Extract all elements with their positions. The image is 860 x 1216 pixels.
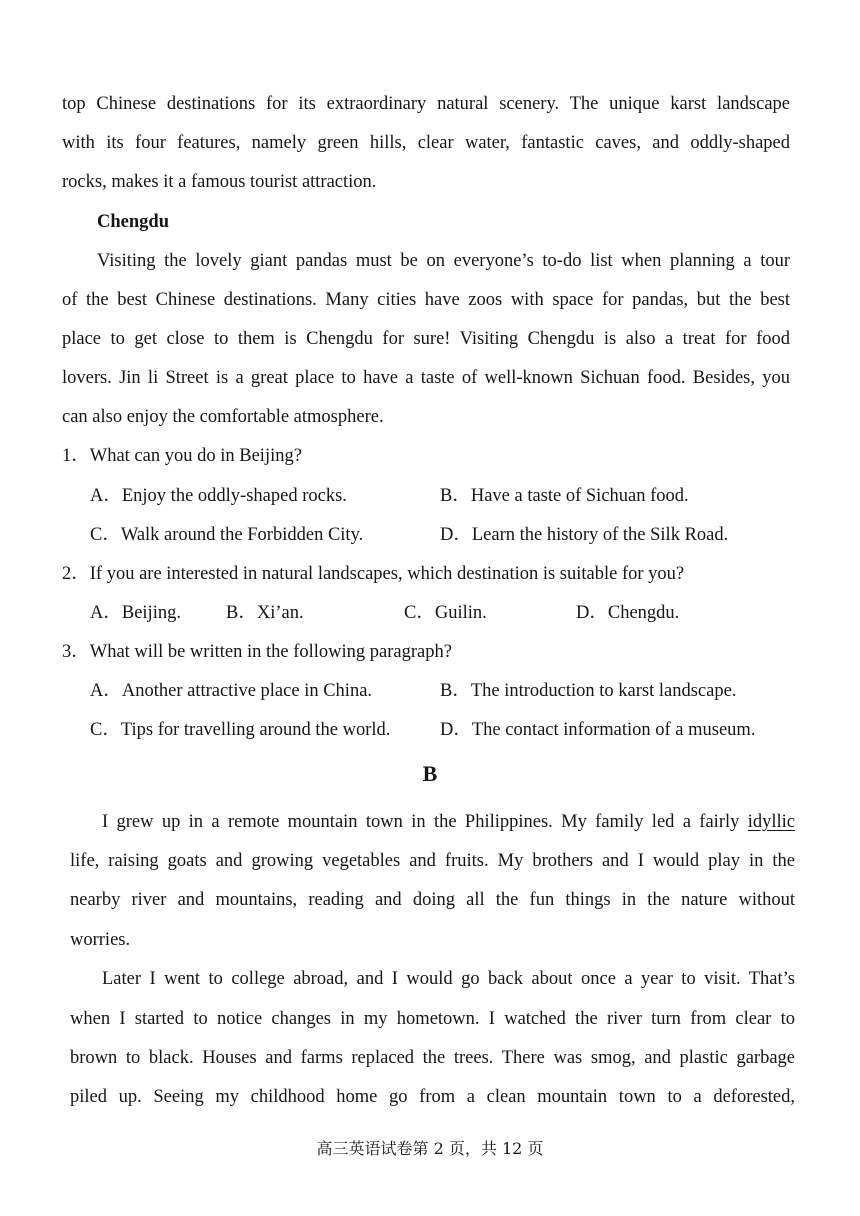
page-footer: 高三英语试卷第 2 页，共 12 页	[316, 1139, 544, 1158]
section-b-p2-line-1: Later I went to college abroad, and I would go back about once a year to visit. That’s	[102, 969, 795, 989]
question-3-option-d: D．The contact information of a museum.	[440, 720, 756, 740]
question-1-option-d: D．Learn the history of the Silk Road.	[440, 525, 729, 545]
question-3-stem: 3．What will be written in the following paragraph?	[62, 642, 452, 662]
question-1-option-b: B．Have a taste of Sichuan food.	[440, 486, 689, 506]
chengdu-line-3: place to get close to them is Chengdu for sure! Visiting Chengdu is also a treat for food	[62, 329, 790, 349]
chengdu-line-1: Visiting the lovely giant pandas must be on everyone’s to-do list when planning a tour	[97, 251, 790, 271]
question-1-stem: 1．What can you do in Beijing?	[62, 446, 302, 466]
chengdu-heading: Chengdu	[97, 212, 169, 232]
question-2-stem: 2．If you are interested in natural landscapes, which destination is suitable for you?	[62, 564, 685, 584]
chengdu-line-4: lovers. Jin li Street is a great place to have a taste of well-known Sichuan food. Besides, you	[62, 368, 790, 388]
section-b-heading: B	[422, 761, 438, 786]
question-3-option-a: A．Another attractive place in China.	[90, 681, 373, 701]
section-b-p2-line-2: when I started to notice changes in my hometown. I watched the river turn from clear to	[70, 1009, 795, 1029]
question-3-option-c: C．Tips for travelling around the world.	[90, 720, 391, 740]
question-2-option-b: B．Xi’an.	[226, 603, 304, 623]
section-b-p1-line-4: worries.	[70, 930, 131, 950]
idyllic-underlined-word: idyllic	[747, 812, 795, 832]
guilin-line-3: rocks, makes it a famous tourist attraction.	[62, 172, 377, 192]
section-b-p2-line-4: piled up. Seeing my childhood home go from a clean mountain town to a deforested,	[70, 1087, 795, 1107]
section-b-p2-line-3: brown to black. Houses and farms replaced the trees. There was smog, and plastic garbage	[70, 1048, 795, 1068]
question-2-option-d: D．Chengdu.	[576, 603, 680, 623]
guilin-line-2: with its four features, namely green hills, clear water, fantastic caves, and oddly-shaped	[62, 133, 790, 153]
question-3-option-b: B．The introduction to karst landscape.	[440, 681, 737, 701]
chengdu-line-5: can also enjoy the comfortable atmosphere.	[62, 407, 384, 427]
chengdu-line-2: of the best Chinese destinations. Many cities have zoos with space for pandas, but the best	[62, 290, 790, 310]
question-2-option-c: C．Guilin.	[404, 603, 487, 623]
section-b-p1-line-1	[102, 810, 795, 834]
question-1-option-a: A．Enjoy the oddly-shaped rocks.	[90, 486, 347, 506]
section-b-p1-line-2: life, raising goats and growing vegetables and fruits. My brothers and I would play in the	[70, 851, 795, 871]
question-2-option-a: A．Beijing.	[90, 603, 181, 623]
guilin-line-1: top Chinese destinations for its extraordinary natural scenery. The unique karst landscape	[62, 94, 790, 114]
question-1-option-c: C．Walk around the Forbidden City.	[90, 525, 364, 545]
section-b-p1-line-1-text: I grew up in a remote mountain town in the Philippines. My family led a fairly	[102, 812, 748, 832]
section-b-p1-line-3: nearby river and mountains, reading and doing all the fun things in the nature without	[70, 890, 795, 910]
